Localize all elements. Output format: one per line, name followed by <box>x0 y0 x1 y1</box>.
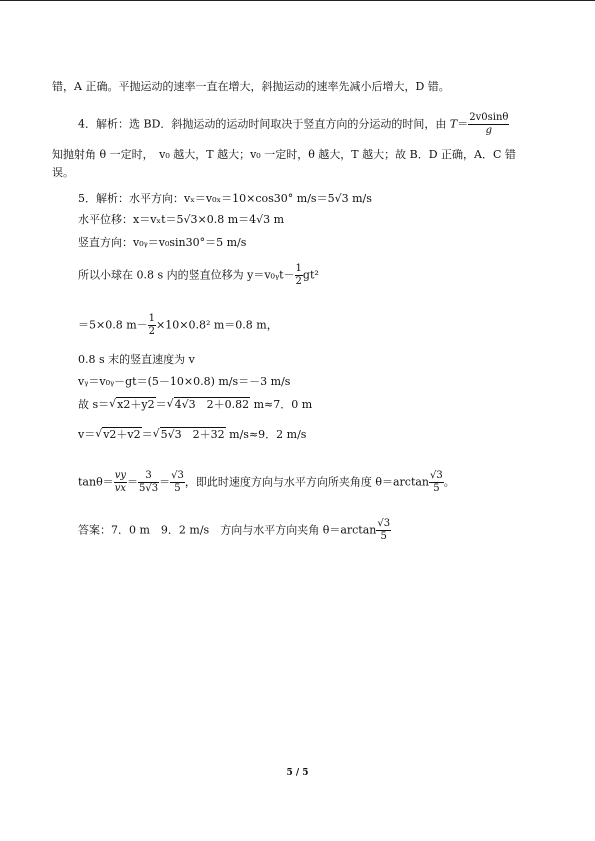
numerator: 1 <box>295 263 302 274</box>
fraction <box>468 112 509 137</box>
text-span: ＝ <box>159 475 171 489</box>
text-line: 错，A 正确。平抛运动的速率一直在增大，斜抛运动的速率先减小后增大，D 错。 <box>52 80 450 93</box>
sqrt <box>167 398 251 412</box>
text-span: ＝ <box>127 475 138 489</box>
fraction <box>148 313 156 338</box>
radicand: v2＋v2 <box>103 428 141 441</box>
denominator: 2 <box>295 276 302 287</box>
denominator: 5 <box>433 483 440 494</box>
text-span: m≈7．0 m <box>250 398 313 411</box>
fraction <box>170 470 185 495</box>
text-line: 知抛射角 θ 一定时， v₀ 越大，T 越大；v₀ 一定时，θ 越大，T 越大；故 B．D 正确，A．C 错 <box>52 148 516 161</box>
text-line-q4 <box>78 112 509 137</box>
text-span: ×10×0.8² m＝0.8 m， <box>156 318 278 332</box>
denominator: 5 <box>174 483 181 494</box>
sqrt <box>109 398 155 412</box>
text-span: tanθ＝ <box>78 475 114 489</box>
radicand: x2＋y2 <box>117 398 155 411</box>
text-line: 5．解析：水平方向：vₓ＝v₀ₓ＝10×cos30° m/s＝5√3 m/s <box>78 192 372 205</box>
denominator: 5√3 <box>139 483 159 494</box>
text-span: v＝ <box>78 428 96 441</box>
numerator: 2v0sinθ <box>469 112 509 123</box>
text-line: 误。 <box>52 166 74 179</box>
text-span: m/s≈9．2 m/s <box>225 428 307 441</box>
page-top-border <box>0 0 595 1</box>
fraction <box>138 470 159 495</box>
radicand: 5√3 2＋32 <box>160 428 225 441</box>
text-line-answer <box>78 518 391 543</box>
text-line-tan <box>78 470 455 495</box>
text-line-s <box>78 398 312 412</box>
numerator: √3 <box>171 470 184 481</box>
text-span: ，即此时速度方向与水平方向所夹角度 θ＝arctan <box>184 475 430 489</box>
page-number: 5 / 5 <box>286 768 309 778</box>
denominator: vx <box>114 483 126 494</box>
denominator: 5 <box>380 531 387 542</box>
numerator: √3 <box>430 470 443 481</box>
text-span: 4．解析：选 BD．斜抛运动的运动时间取决于竖直方向的分运动的时间，由 <box>78 117 450 131</box>
text-span: T <box>449 117 458 131</box>
text-span: ＝ <box>141 428 153 441</box>
radicand: 4√3 2＋0.82 <box>174 398 250 411</box>
denominator: 2 <box>148 326 156 337</box>
text-span: 所以小球在 0.8 s 内的竖直位移为 y＝v₀ᵧt－ <box>78 268 295 282</box>
numerator: 3 <box>138 470 159 483</box>
text-line: vᵧ＝v₀ᵧ－gt＝(5－10×0.8) m/s＝－3 m/s <box>78 375 291 388</box>
fraction <box>429 470 444 495</box>
text-span: 。 <box>443 475 455 489</box>
numerator: vy <box>114 470 126 481</box>
text-line-displacement-calc <box>78 313 278 338</box>
text-line: 0.8 s 末的竖直速度为 v <box>78 353 195 366</box>
fraction <box>376 518 391 543</box>
numerator: 1 <box>148 313 156 324</box>
text-span: ＝5×0.8 m－ <box>78 318 148 332</box>
text-span: ＝ <box>155 398 167 411</box>
text-line: 竖直方向：v₀ᵧ＝v₀sin30°＝5 m/s <box>78 236 247 249</box>
sqrt <box>153 428 226 442</box>
text-line-v <box>78 428 306 442</box>
text-span: 答案：7．0 m 9．2 m/s 方向与水平方向夹角 θ＝arctan <box>78 523 377 537</box>
text-line: 水平位移：x＝vₓt＝5√3×0.8 m＝4√3 m <box>78 213 285 226</box>
text-line-displacement <box>78 263 319 288</box>
denominator: g <box>485 125 493 136</box>
sqrt <box>95 428 141 442</box>
fraction <box>295 263 303 288</box>
numerator: √3 <box>377 518 391 529</box>
text-span: ＝ <box>457 117 469 131</box>
text-span: gt² <box>302 268 319 282</box>
text-span: 故 s＝ <box>78 398 110 411</box>
fraction <box>114 470 127 495</box>
